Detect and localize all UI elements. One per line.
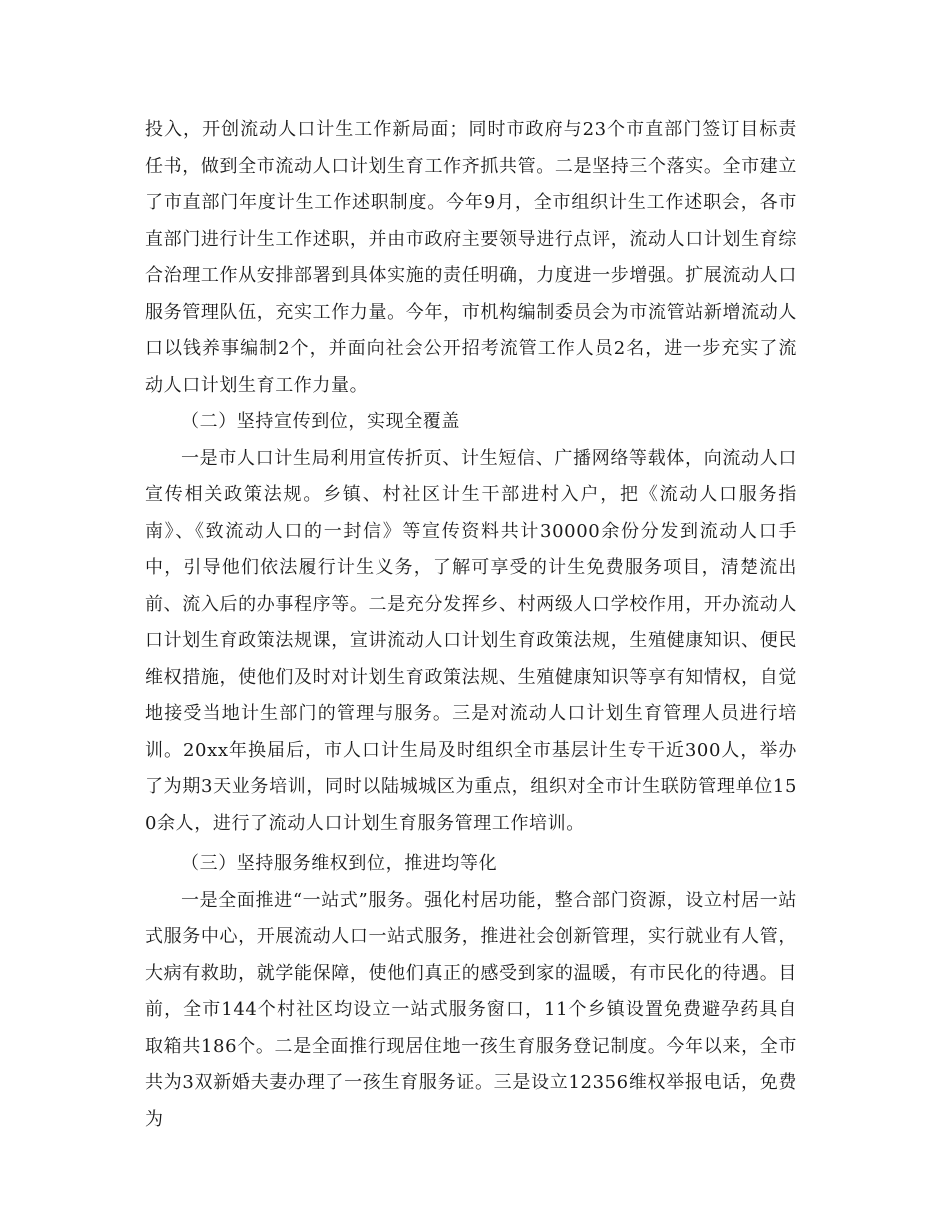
paragraph-service: 一是全面推进“一站式”服务。强化村居功能，整合部门资源，设立村居一站式服务中心，开展流动人口一站式服务，推进社会创新管理，实行就业有人管，大病有救助，就学能保障，使他们真正的感受到家的温暖，有市民化的待遇。目前，全市144个村社区均设立一站式服务窗口，11个乡镇设置免费避孕药具自取箱共186个。二是全面推行现居住地一孩生育服务登记制度。今年以来，全市共为3双新婚夫妻办理了一孩生育服务证。三是设立12356维权举报电话，免费为: [145, 889, 797, 1130]
paragraph-publicity: 一是市人口计生局利用宣传折页、计生短信、广播网络等载体，向流动人口宣传相关政策法规。乡镇、村社区计生干部进村入户，把《流动人口服务指南》、《致流动人口的一封信》等宣传资料共计30000余份分发到流动人口手中，引导他们依法履行计生义务，了解可享受的计生免费服务项目，清楚流出前、流入后的办事程序等。二是充分发挥乡、村两级人口学校作用，开办流动人口计划生育政策法规课，宣讲流动人口计划生育政策法规，生殖健康知识、便民维权措施，使他们及时对计划生育政策法规、生殖健康知识等享有知情权，自觉地接受当地计生部门的管理与服务。三是对流动人口计划生育管理人员进行培训。20xx年换届后，市人口计生局及时组织全市基层计生专干近300人，举办了为期3天业务培训，同时以陆城城区为重点，组织对全市计生联防管理单位150余人，进行了流动人口计划生育服务管理工作培训。: [145, 447, 797, 834]
paragraph-continuation: 投入，开创流动人口计生工作新局面；同时市政府与23个市直部门签订目标责任书，做到全市流动人口计划生育工作齐抓共管。二是坚持三个落实。全市建立了市直部门年度计生工作述职制度。今年9月，全市组织计生工作述职会，各市直部门进行计生工作述职，并由市政府主要领导进行点评，流动人口计划生育综合治理工作从安排部署到具体实施的责任明确，力度进一步增强。扩展流动人口服务管理队伍，充实工作力量。今年，市机构编制委员会为市流管站新增流动人口以钱养事编制2个，并面向社会公开招考流管工作人员2名，进一步充实了流动人口计划生育工作力量。: [145, 119, 797, 396]
document-body: [145, 112, 797, 1138]
section-heading-2: （二）坚持宣传到位，实现全覆盖: [181, 411, 460, 432]
section-heading-3: （三）坚持服务维权到位，推进均等化: [181, 853, 498, 874]
